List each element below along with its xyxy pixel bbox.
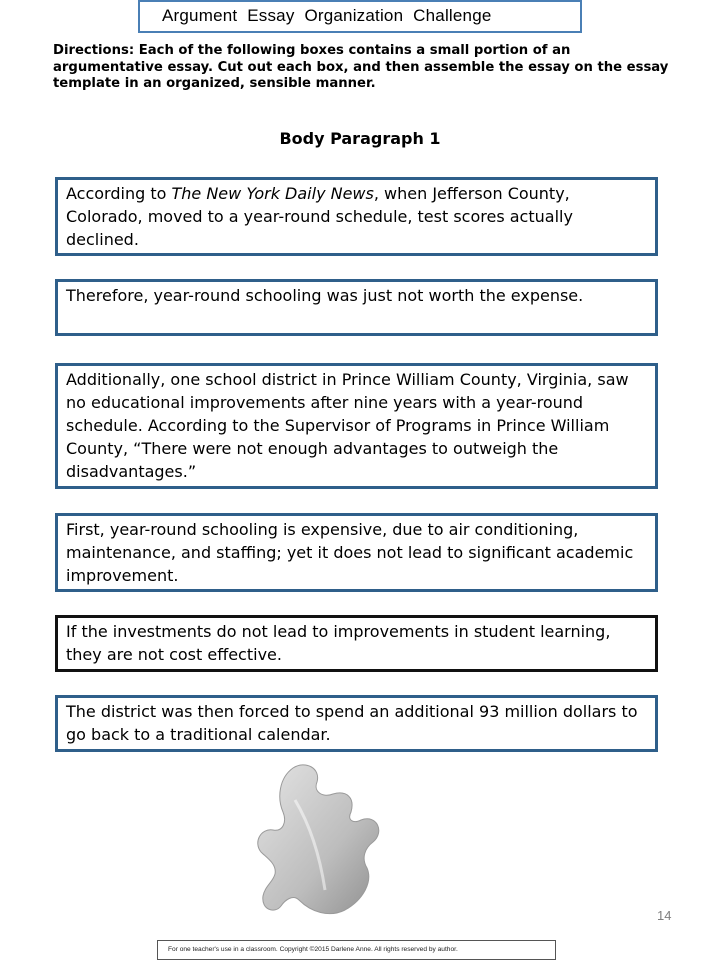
directions-text: Directions: Each of the following boxes contains a small portion of an argumentative essay. Cut out each box, and then assemble the essay on the essay template in an organized, sensible manner. — [53, 43, 669, 91]
essay-strip-5-text: If the investments do not lead to improvements in student learning, they are not cost effective. — [66, 622, 611, 664]
page-number: 14 — [657, 908, 672, 923]
source-title: The New York Daily News — [171, 184, 374, 203]
essay-strip-5 — [55, 615, 658, 672]
essay-strip-4 — [55, 513, 658, 592]
essay-strip-2 — [55, 279, 658, 336]
page-title-text: Argument Essay Organization Challenge — [162, 6, 492, 25]
essay-strip-6 — [55, 695, 658, 752]
copyright-footer: For one teacher's use in a classroom. Copyright ©2015 Darlene Anne. All rights reserved by author. — [157, 940, 556, 960]
puzzle-piece-icon — [255, 760, 385, 920]
essay-strip-3-text: Additionally, one school district in Prince William County, Virginia, saw no educational improvements after nine years with a year-round schedule. According to the Supervisor of Programs in Prince William County, “There were not enough advantages to outweigh the disadvantages.” — [66, 370, 629, 481]
essay-strip-6-text: The district was then forced to spend an additional 93 million dollars to go back to a traditional calendar. — [66, 702, 638, 744]
essay-strip-4-text: First, year-round schooling is expensive, due to air conditioning, maintenance, and staffing; yet it does not lead to significant academic improvement. — [66, 520, 634, 585]
essay-strip-1 — [55, 177, 658, 256]
essay-strip-1-text: According to The New York Daily News, when Jefferson County, Colorado, moved to a year-round schedule, test scores actually declined. — [66, 184, 573, 249]
page-title — [138, 0, 582, 33]
essay-strip-3 — [55, 363, 658, 489]
essay-strip-2-text: Therefore, year-round schooling was just not worth the expense. — [66, 286, 584, 305]
section-heading: Body Paragraph 1 — [279, 129, 441, 148]
